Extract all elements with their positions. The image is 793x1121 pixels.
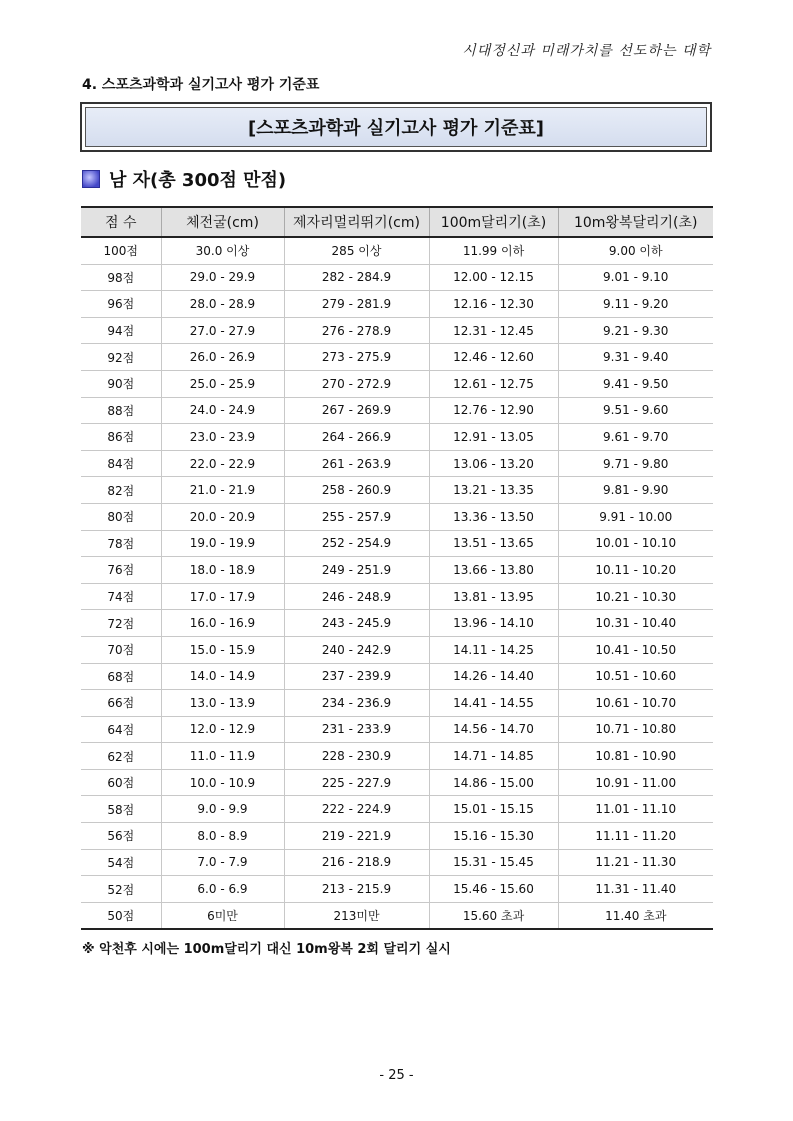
table-cell: 14.11 - 14.25	[429, 636, 558, 663]
table-row	[81, 610, 713, 637]
table-row	[81, 291, 713, 318]
table-cell: 15.16 - 15.30	[429, 823, 558, 850]
table-cell: 17.0 - 17.9	[161, 583, 284, 610]
table-cell: 15.0 - 15.9	[161, 636, 284, 663]
table-cell: 15.46 - 15.60	[429, 876, 558, 903]
table-cell: 14.26 - 14.40	[429, 663, 558, 690]
score-cell: 90점	[81, 370, 161, 397]
table-cell: 19.0 - 19.9	[161, 530, 284, 557]
table-cell: 14.56 - 14.70	[429, 716, 558, 743]
table-cell: 285 이상	[284, 237, 429, 264]
table-cell: 22.0 - 22.9	[161, 450, 284, 477]
table-cell: 276 - 278.9	[284, 317, 429, 344]
table-cell: 9.0 - 9.9	[161, 796, 284, 823]
table-cell: 13.21 - 13.35	[429, 477, 558, 504]
table-row	[81, 557, 713, 584]
table-cell: 25.0 - 25.9	[161, 370, 284, 397]
table-cell: 228 - 230.9	[284, 743, 429, 770]
table-cell: 9.11 - 9.20	[558, 291, 713, 318]
table-cell: 213미만	[284, 902, 429, 929]
score-cell: 98점	[81, 264, 161, 291]
table-body	[81, 237, 713, 929]
table-cell: 9.00 이하	[558, 237, 713, 264]
score-cell: 50점	[81, 902, 161, 929]
table-cell: 249 - 251.9	[284, 557, 429, 584]
table-cell: 12.0 - 12.9	[161, 716, 284, 743]
page-number: - 25 -	[379, 1068, 414, 1083]
table-row	[81, 530, 713, 557]
table-cell: 234 - 236.9	[284, 690, 429, 717]
table-cell: 11.0 - 11.9	[161, 743, 284, 770]
subtitle-text: 남 자(총 300점 만점)	[109, 170, 287, 191]
table-row	[81, 477, 713, 504]
table-row	[81, 823, 713, 850]
score-cell: 68점	[81, 663, 161, 690]
table-cell: 6.0 - 6.9	[161, 876, 284, 903]
table-cell: 246 - 248.9	[284, 583, 429, 610]
table-header-row	[81, 207, 713, 237]
table-cell: 279 - 281.9	[284, 291, 429, 318]
score-cell: 66점	[81, 690, 161, 717]
table-row	[81, 397, 713, 424]
table-cell: 267 - 269.9	[284, 397, 429, 424]
score-cell: 82점	[81, 477, 161, 504]
table-cell: 243 - 245.9	[284, 610, 429, 637]
score-cell: 58점	[81, 796, 161, 823]
table-cell: 264 - 266.9	[284, 424, 429, 451]
table-cell: 30.0 이상	[161, 237, 284, 264]
table-cell: 10.21 - 10.30	[558, 583, 713, 610]
table-cell: 12.76 - 12.90	[429, 397, 558, 424]
table-cell: 255 - 257.9	[284, 503, 429, 530]
table-row	[81, 424, 713, 451]
table-cell: 252 - 254.9	[284, 530, 429, 557]
score-cell: 84점	[81, 450, 161, 477]
table-cell: 10.61 - 10.70	[558, 690, 713, 717]
table-cell: 9.51 - 9.60	[558, 397, 713, 424]
table-cell: 10.11 - 10.20	[558, 557, 713, 584]
title-box	[80, 102, 712, 152]
score-cell: 70점	[81, 636, 161, 663]
table-cell: 24.0 - 24.9	[161, 397, 284, 424]
table-cell: 12.46 - 12.60	[429, 344, 558, 371]
table-cell: 12.61 - 12.75	[429, 370, 558, 397]
score-cell: 86점	[81, 424, 161, 451]
table-cell: 240 - 242.9	[284, 636, 429, 663]
table-cell: 9.71 - 9.80	[558, 450, 713, 477]
table-cell: 237 - 239.9	[284, 663, 429, 690]
table-cell: 231 - 233.9	[284, 716, 429, 743]
table-cell: 11.40 초과	[558, 902, 713, 929]
table-row	[81, 663, 713, 690]
score-cell: 76점	[81, 557, 161, 584]
table-cell: 11.01 - 11.10	[558, 796, 713, 823]
table-row	[81, 503, 713, 530]
score-cell: 52점	[81, 876, 161, 903]
table-cell: 14.41 - 14.55	[429, 690, 558, 717]
column-header: 10m왕복달리기(초)	[558, 207, 713, 237]
table-cell: 9.21 - 9.30	[558, 317, 713, 344]
table-cell: 12.91 - 13.05	[429, 424, 558, 451]
table-cell: 14.0 - 14.9	[161, 663, 284, 690]
table-cell: 213 - 215.9	[284, 876, 429, 903]
table-row	[81, 796, 713, 823]
table-cell: 15.60 초과	[429, 902, 558, 929]
table-cell: 21.0 - 21.9	[161, 477, 284, 504]
table-cell: 6미만	[161, 902, 284, 929]
score-cell: 92점	[81, 344, 161, 371]
table-cell: 225 - 227.9	[284, 769, 429, 796]
score-cell: 88점	[81, 397, 161, 424]
table-row	[81, 583, 713, 610]
table-cell: 10.41 - 10.50	[558, 636, 713, 663]
table-cell: 13.06 - 13.20	[429, 450, 558, 477]
table-cell: 14.86 - 15.00	[429, 769, 558, 796]
subtitle	[82, 166, 286, 192]
table-cell: 23.0 - 23.9	[161, 424, 284, 451]
table-row	[81, 690, 713, 717]
table-row	[81, 743, 713, 770]
square-bullet-icon	[82, 170, 100, 188]
table-cell: 9.01 - 9.10	[558, 264, 713, 291]
table-row	[81, 450, 713, 477]
header-slogan: 시대정신과 미래가치를 선도하는 대학	[462, 43, 711, 59]
table-cell: 15.31 - 15.45	[429, 849, 558, 876]
table-cell: 12.16 - 12.30	[429, 291, 558, 318]
table-cell: 11.21 - 11.30	[558, 849, 713, 876]
table-row	[81, 769, 713, 796]
table-cell: 10.81 - 10.90	[558, 743, 713, 770]
table-cell: 270 - 272.9	[284, 370, 429, 397]
table-cell: 258 - 260.9	[284, 477, 429, 504]
table-cell: 10.0 - 10.9	[161, 769, 284, 796]
table-cell: 10.01 - 10.10	[558, 530, 713, 557]
table-cell: 18.0 - 18.9	[161, 557, 284, 584]
table-cell: 13.51 - 13.65	[429, 530, 558, 557]
column-header: 제자리멀리뛰기(cm)	[284, 207, 429, 237]
table-cell: 7.0 - 7.9	[161, 849, 284, 876]
table-row	[81, 849, 713, 876]
table-cell: 26.0 - 26.9	[161, 344, 284, 371]
title-box-text: [스포츠과학과 실기고사 평가 기준표]	[247, 118, 545, 139]
table-cell: 12.00 - 12.15	[429, 264, 558, 291]
table-row	[81, 317, 713, 344]
table-cell: 10.51 - 10.60	[558, 663, 713, 690]
table-cell: 282 - 284.9	[284, 264, 429, 291]
table-cell: 13.66 - 13.80	[429, 557, 558, 584]
score-cell: 74점	[81, 583, 161, 610]
column-header: 체전굴(cm)	[161, 207, 284, 237]
table-cell: 216 - 218.9	[284, 849, 429, 876]
table-row	[81, 636, 713, 663]
table-cell: 14.71 - 14.85	[429, 743, 558, 770]
score-cell: 94점	[81, 317, 161, 344]
table-cell: 219 - 221.9	[284, 823, 429, 850]
score-cell: 60점	[81, 769, 161, 796]
table-row	[81, 237, 713, 264]
table-row	[81, 370, 713, 397]
table-cell: 9.81 - 9.90	[558, 477, 713, 504]
score-cell: 62점	[81, 743, 161, 770]
table-cell: 15.01 - 15.15	[429, 796, 558, 823]
table-cell: 9.41 - 9.50	[558, 370, 713, 397]
table-cell: 27.0 - 27.9	[161, 317, 284, 344]
weather-note: ※ 악천후 시에는 100m달리기 대신 10m왕복 2회 달리기 실시	[82, 942, 451, 957]
table-cell: 10.31 - 10.40	[558, 610, 713, 637]
score-cell: 54점	[81, 849, 161, 876]
table-cell: 29.0 - 29.9	[161, 264, 284, 291]
table-cell: 13.96 - 14.10	[429, 610, 558, 637]
table-cell: 9.31 - 9.40	[558, 344, 713, 371]
table-cell: 273 - 275.9	[284, 344, 429, 371]
score-cell: 72점	[81, 610, 161, 637]
table-cell: 13.81 - 13.95	[429, 583, 558, 610]
table-cell: 13.0 - 13.9	[161, 690, 284, 717]
table-row	[81, 902, 713, 929]
score-cell: 56점	[81, 823, 161, 850]
table-cell: 9.61 - 9.70	[558, 424, 713, 451]
column-header: 점 수	[81, 207, 161, 237]
criteria-table	[81, 206, 713, 930]
table-cell: 8.0 - 8.9	[161, 823, 284, 850]
column-header: 100m달리기(초)	[429, 207, 558, 237]
table-cell: 10.71 - 10.80	[558, 716, 713, 743]
table-cell: 10.91 - 11.00	[558, 769, 713, 796]
table-cell: 28.0 - 28.9	[161, 291, 284, 318]
table-cell: 12.31 - 12.45	[429, 317, 558, 344]
section-title: 4. 스포츠과학과 실기고사 평가 기준표	[82, 77, 320, 93]
table-cell: 261 - 263.9	[284, 450, 429, 477]
score-cell: 96점	[81, 291, 161, 318]
score-cell: 80점	[81, 503, 161, 530]
table-row	[81, 344, 713, 371]
table-row	[81, 876, 713, 903]
table-cell: 11.11 - 11.20	[558, 823, 713, 850]
table-cell: 9.91 - 10.00	[558, 503, 713, 530]
table-row	[81, 264, 713, 291]
table-row	[81, 716, 713, 743]
score-cell: 100점	[81, 237, 161, 264]
table-cell: 20.0 - 20.9	[161, 503, 284, 530]
score-cell: 78점	[81, 530, 161, 557]
table-cell: 11.31 - 11.40	[558, 876, 713, 903]
table-cell: 11.99 이하	[429, 237, 558, 264]
table-cell: 16.0 - 16.9	[161, 610, 284, 637]
table-cell: 222 - 224.9	[284, 796, 429, 823]
score-cell: 64점	[81, 716, 161, 743]
table-cell: 13.36 - 13.50	[429, 503, 558, 530]
